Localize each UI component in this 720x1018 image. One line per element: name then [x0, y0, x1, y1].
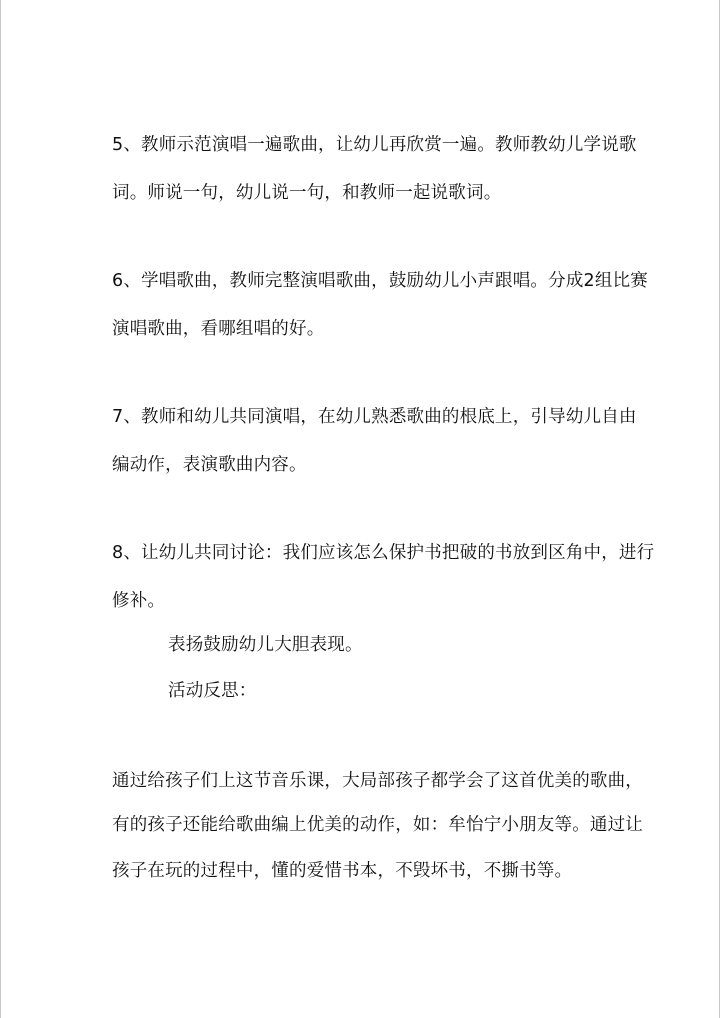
step-8-line-1: 8、让幼儿共同讨论：我们应该怎么保护书把破的书放到区角中，进行 — [112, 543, 655, 563]
step-8-line-2: 修补。 — [112, 591, 166, 611]
reflection-line-3: 孩子在玩的过程中，懂的爱惜书本，不毁坏书，不撕书等。 — [112, 861, 573, 881]
step-7-line-2: 编动作，表演歌曲内容。 — [112, 455, 307, 475]
step-6-line-2: 演唱歌曲，看哪组唱的好。 — [112, 319, 325, 339]
step-5-line-2: 词。师说一句，幼儿说一句，和教师一起说歌词。 — [112, 183, 502, 203]
page-border-left — [0, 0, 1, 1018]
reflection-line-1: 通过给孩子们上这节音乐课，大局部孩子都学会了这首优美的歌曲， — [112, 771, 643, 791]
step-5-line-1: 5、教师示范演唱一遍歌曲，让幼儿再欣赏一遍。教师教幼儿学说歌 — [112, 135, 637, 155]
step-7-line-1: 7、教师和幼儿共同演唱，在幼儿熟悉歌曲的根底上，引导幼儿自由 — [112, 407, 637, 427]
step-6-line-1: 6、学唱歌曲，教师完整演唱歌曲，鼓励幼儿小声跟唱。分成2组比赛 — [112, 271, 648, 291]
reflection-heading: 活动反思： — [168, 681, 257, 701]
praise-line: 表扬鼓励幼儿大胆表现。 — [168, 635, 363, 655]
reflection-line-2: 有的孩子还能给歌曲编上优美的动作，如：牟怡宁小朋友等。通过让 — [112, 815, 643, 835]
